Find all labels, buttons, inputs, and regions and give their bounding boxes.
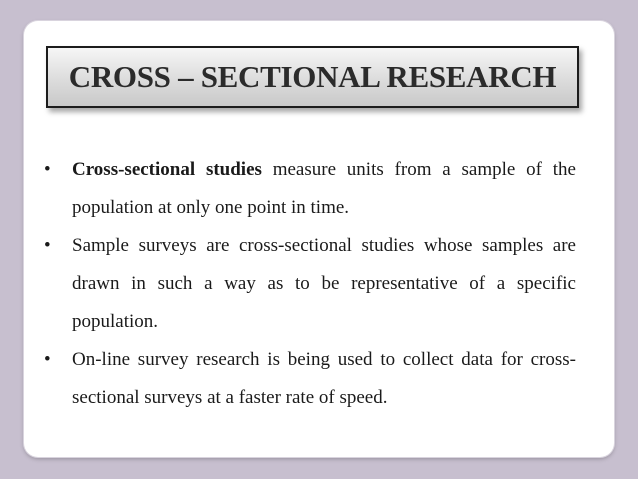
slide (24, 21, 614, 457)
bullet-bold-lead: Cross-sectional studies (72, 159, 262, 180)
slide-title: CROSS – SECTIONAL RESEARCH (68, 59, 557, 94)
bullet-text: measure units from a sample of the population at only one point in time. (72, 159, 576, 218)
bullet-item (24, 341, 614, 417)
bullet-list (24, 151, 614, 417)
bullet-text: On-line survey research is being used to collect data for cross-sectional surveys at a faster rate of speed. (72, 349, 576, 408)
bullet-text: Sample surveys are cross-sectional studies whose samples are drawn in such a way as to be representative of a specific population. (72, 235, 576, 332)
bullet-dot-icon: • (44, 159, 51, 180)
title-box (46, 46, 579, 108)
bullet-item (24, 151, 614, 227)
bullet-dot-icon: • (44, 235, 51, 256)
bullet-dot-icon: • (44, 349, 51, 370)
bullet-item (24, 227, 614, 341)
